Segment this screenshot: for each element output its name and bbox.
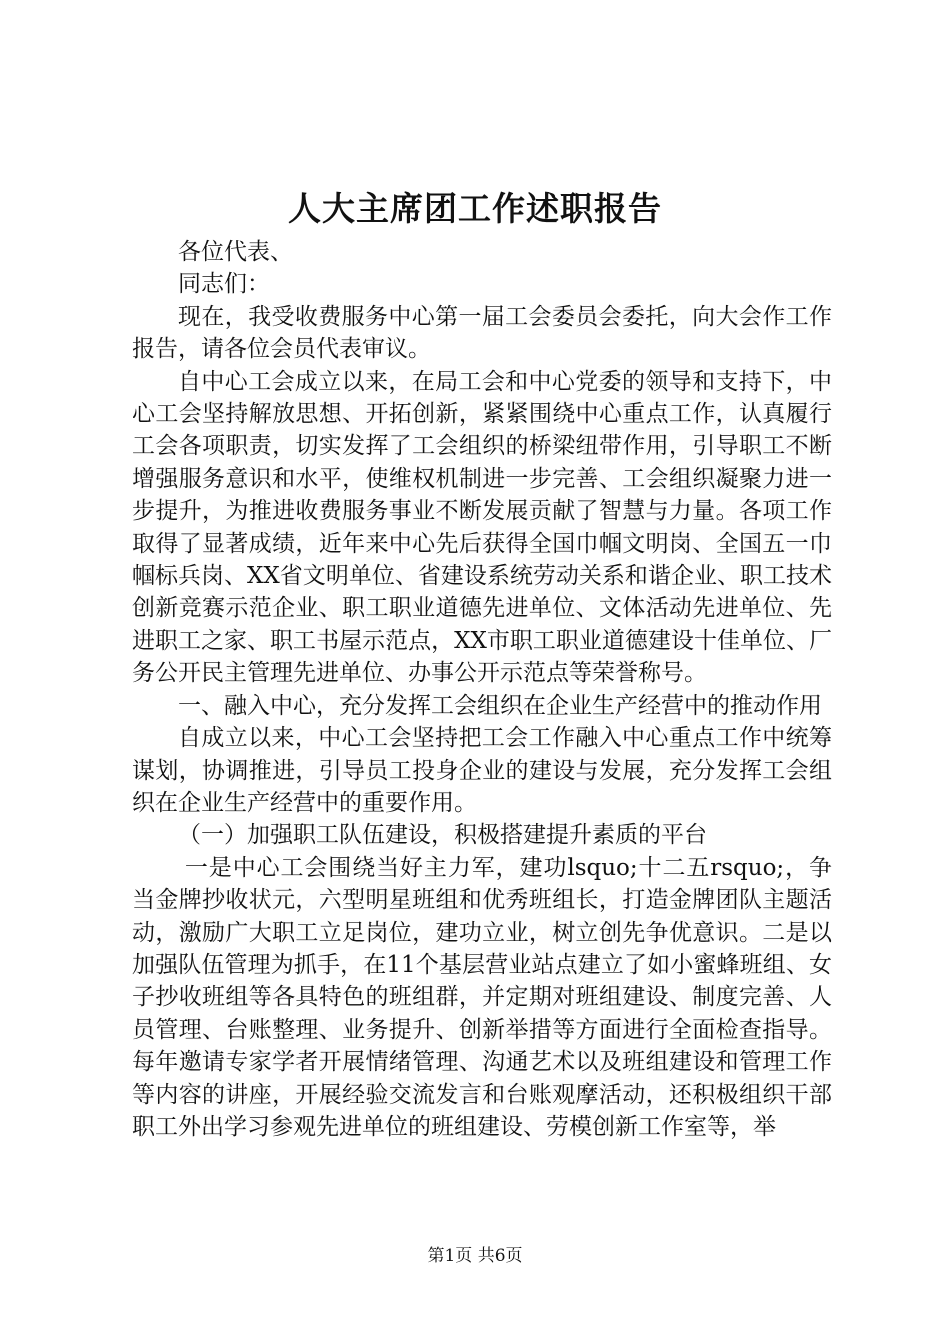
body-paragraph: 自中心工会成立以来，在局工会和中心党委的领导和支持下，中心工会坚持解放思想、开拓创新，紧紧围绕中心重点工作，认真履行工会各项职责，切实发挥了工会组织的桥梁纽带作用，引导职工不断增强服务意识和水平，使维权机制进一步完善、工会组织凝聚力进一步提升，为推进收费服务事业不断发展贡献了智慧与力量。各项工作取得了显著成绩，近年来中心先后获得全国巾帼文明岗、全国五一巾帼标兵岗、XX省文明单位、省建设系统劳动关系和谐企业、职工技术创新竞赛示范企业、职工职业道德先进单位、文体活动先进单位、先进职工之家、职工书屋示范点，XX市职工职业道德建设十佳单位、厂务公开民主管理先进单位、办事公开示范点等荣誉称号。 — [132, 368, 832, 687]
salutation-line: 各位代表、 — [178, 239, 293, 265]
document-title: 人大主席团工作述职报告 — [288, 189, 662, 228]
body-paragraph: 自成立以来，中心工会坚持把工会工作融入中心重点工作中统筹谋划，协调推进，引导员工投身企业的建设与发展，充分发挥工会组织在企业生产经营中的重要作用。 — [132, 725, 832, 816]
subsection-heading: （一）加强职工队伍建设，积极搭建提升素质的平台 — [178, 822, 707, 849]
page-number-footer: 第1页 共6页 — [427, 1246, 523, 1266]
section-heading: 一、融入中心，充分发挥工会组织在企业生产经营中的推动作用 — [178, 692, 822, 719]
salutation-line: 同志们： — [178, 271, 270, 298]
body-paragraph: 一是中心工会围绕当好主力军，建功lsquo;十二五rsquo;，争当金牌抄收状元，六型明星班组和优秀班组长，打造金牌团队主题活动，激励广大职工立足岗位，建功立业，树立创先争优意识。二是以加强队伍管理为抓手，在11个基层营业站点建立了如小蜜蜂班组、女子抄收班组等各具特色的班组群，并定期对班组建设、制度完善、人员管理、台账整理、业务提升、创新举措等方面进行全面检查指导。每年邀请专家学者开展情绪管理、沟通艺术以及班组建设和管理工作等内容的讲座，开展经验交流发言和台账观摩活动，还积极组织干部职工外出学习参观先进单位的班组建设、劳模创新工作室等，举 — [132, 854, 832, 1140]
document-body — [132, 236, 832, 1143]
body-paragraph: 现在，我受收费服务中心第一届工会委员会委托，向大会作工作报告，请各位会员代表审议。 — [132, 303, 832, 363]
